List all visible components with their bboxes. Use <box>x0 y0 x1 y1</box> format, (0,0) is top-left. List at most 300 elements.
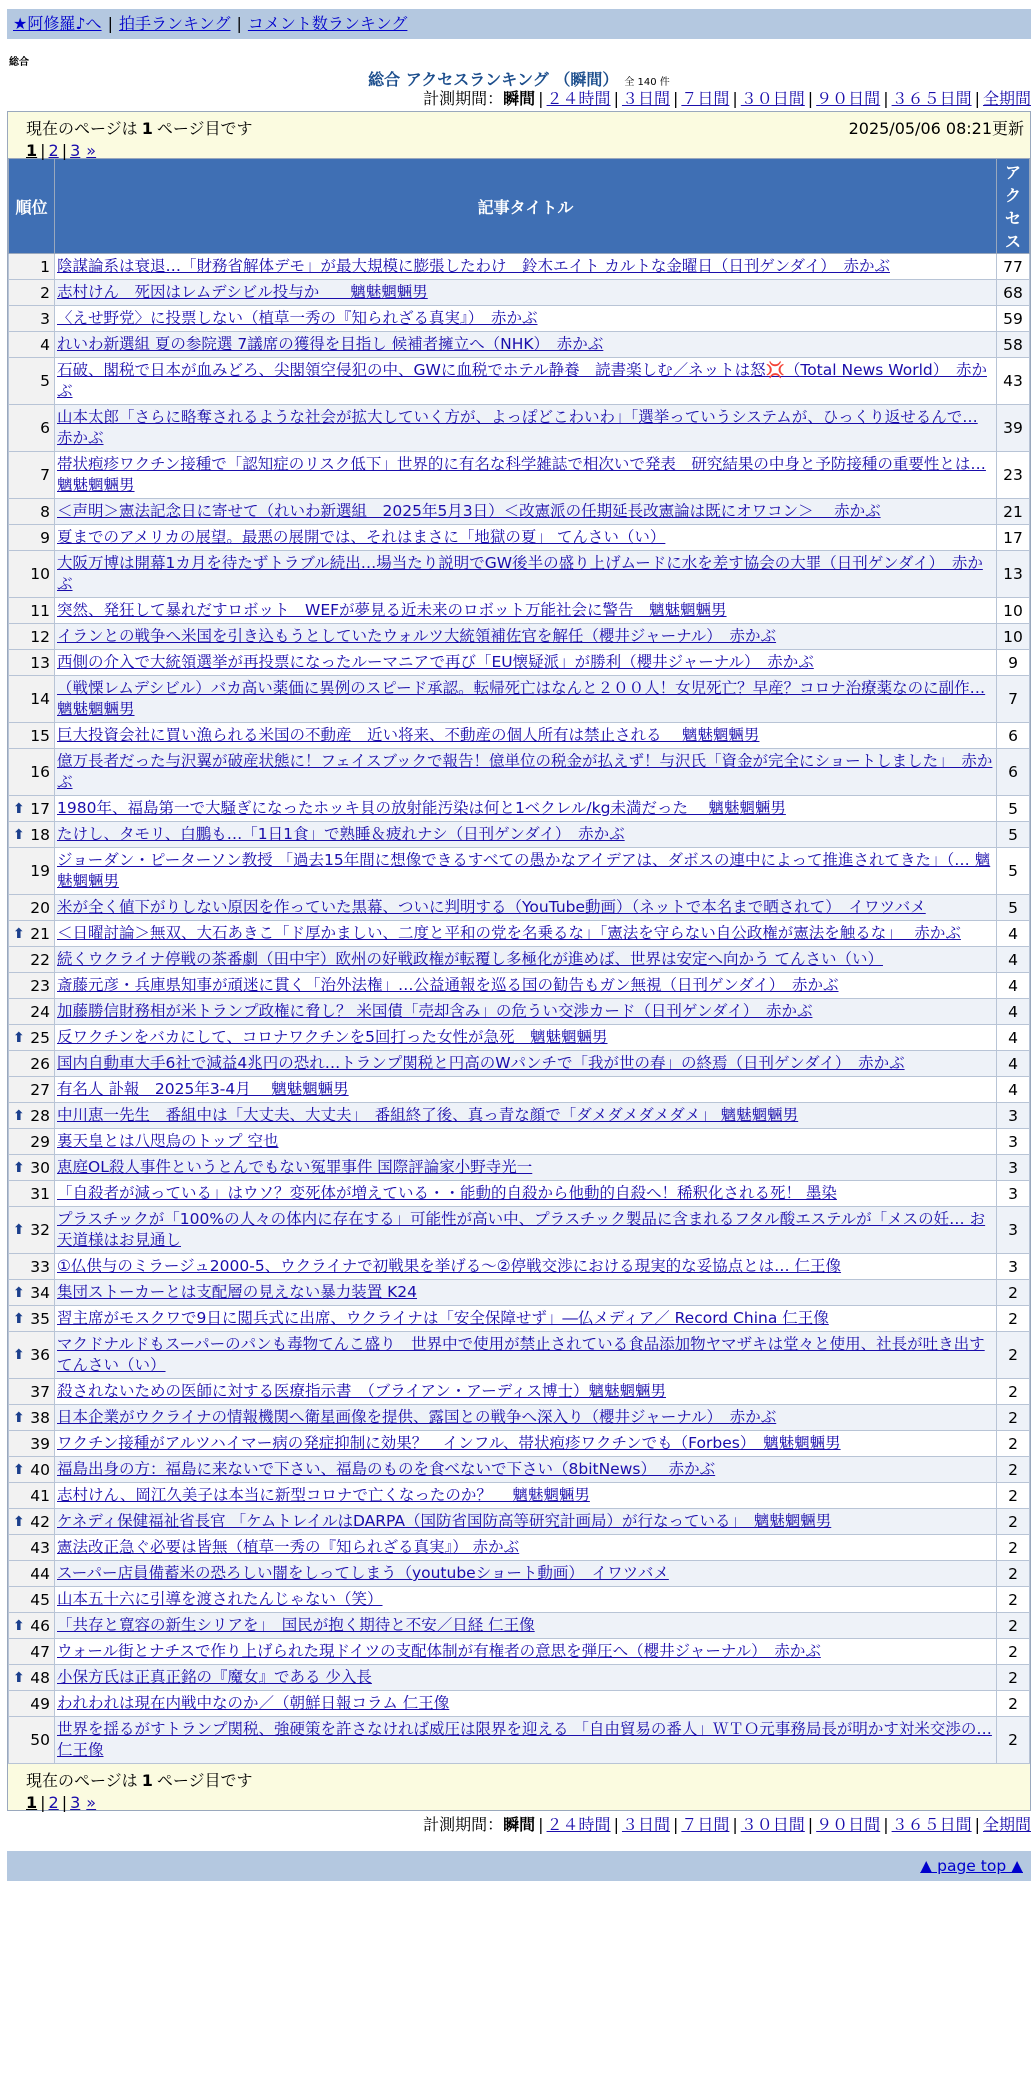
article-link[interactable]: 集団ストーカーとは支配層の見えない暴力装置 K24 <box>57 1283 418 1301</box>
access-count: 10 <box>997 598 1030 624</box>
header-access: アクセス <box>997 159 1030 254</box>
rank-number: 3 <box>40 309 50 328</box>
rank-up-arrow-icon: ⬆ <box>13 1347 25 1363</box>
access-count: 58 <box>997 332 1030 358</box>
divider: | <box>732 89 738 108</box>
article-link[interactable]: 志村けん、岡江久美子は本当に新型コロナで亡くなったのか？ 魑魅魍魎男 <box>57 1486 590 1504</box>
title-cell <box>55 1254 997 1280</box>
title-cell <box>55 822 997 848</box>
rank-cell <box>9 1405 55 1431</box>
title-cell <box>55 1535 997 1561</box>
table-row <box>9 650 1030 676</box>
table-row <box>9 1103 1030 1129</box>
table-row <box>9 254 1030 280</box>
rank-cell <box>9 1332 55 1379</box>
rank-number: 11 <box>30 601 50 620</box>
header-title: 記事タイトル <box>55 159 997 254</box>
rank-cell <box>9 405 55 452</box>
article-link[interactable]: 大阪万博は開幕1カ月を待たずトラブル続出…場当たり説明でGW後半の盛り上げムードに水を差す協会の大罪（日刊ゲンダイ） 赤かぶ <box>57 554 983 593</box>
rank-number: 33 <box>30 1257 50 1276</box>
title-cell <box>55 999 997 1025</box>
period-selector-bottom <box>7 1813 1031 1837</box>
divider: | <box>807 1815 814 1834</box>
divider: | <box>61 1793 68 1812</box>
access-count: 5 <box>997 895 1030 921</box>
table-row <box>9 749 1030 796</box>
period-link[interactable]: ７日間 <box>681 1815 730 1834</box>
article-link[interactable]: ケネディ保健福祉省長官 「ケムトレイルはDARPA（国防省国防高等研究計画局）が行なっている」 魑魅魍魎男 <box>57 1512 832 1530</box>
table-row <box>9 1405 1030 1431</box>
period-link[interactable]: 全期間 <box>982 1815 1031 1834</box>
rank-cell <box>9 895 55 921</box>
period-link[interactable]: ９０日間 <box>816 1815 881 1834</box>
title-cell <box>55 676 997 723</box>
header-rank: 順位 <box>9 159 55 254</box>
rank-number: 4 <box>40 335 50 354</box>
article-link[interactable]: ＜声明＞憲法記念日に寄せて（れいわ新選組 2025年5月3日）＜改憲派の任期延長改憲論は既にオワコン＞ 赤かぶ <box>57 502 881 520</box>
rank-cell <box>9 280 55 306</box>
table-row <box>9 1535 1030 1561</box>
rank-number: 30 <box>30 1158 50 1177</box>
title-cell <box>55 254 997 280</box>
article-link[interactable]: 山本太郎「さらに略奪されるような社会が拡大していく方が、よっぽどこわいわ」「選挙っていうシステムが、ひっくり返せるんで… 赤かぶ <box>57 408 978 447</box>
rank-number: 23 <box>30 976 50 995</box>
rank-cell <box>9 332 55 358</box>
page-link-1: 1 <box>26 141 38 160</box>
next-page-link[interactable]: » <box>86 141 97 160</box>
article-link[interactable]: 中川恵一先生 番組中は「大丈夫、大丈夫」 番組終了後、真っ青な顔で「ダメダメダメダメ」 魑魅魍魎男 <box>57 1106 799 1124</box>
page-link-2[interactable]: 2 <box>48 1793 59 1812</box>
title-cell <box>55 1129 997 1155</box>
rank-up-arrow-icon: ⬆ <box>13 1029 25 1046</box>
rank-cell <box>9 1639 55 1665</box>
article-link[interactable]: 石破、閣税で日本が血みどろ、尖閣領空侵犯の中、GWに血税でホテル静養 読書楽しむ／ネットは怒💢（Total News World） 赤かぶ <box>57 361 987 400</box>
rank-number: 48 <box>30 1668 50 1687</box>
article-link[interactable]: 殺されないための医師に対する医療指示書 （ブライアン・アーディス博士）魑魅魍魎男 <box>57 1382 666 1400</box>
table-row <box>9 1280 1030 1306</box>
rank-cell <box>9 1509 55 1535</box>
article-link[interactable]: われわれは現在内戦中なのか／（朝鮮日報コラム 仁王像 <box>57 1694 450 1712</box>
article-link[interactable]: 志村けん 死因はレムデシビル投与か 魑魅魍魎男 <box>57 283 428 301</box>
table-row <box>9 796 1030 822</box>
divider: | <box>974 89 980 108</box>
rank-cell <box>9 1717 55 1764</box>
rank-up-arrow-icon: ⬆ <box>13 1310 25 1327</box>
period-link[interactable]: ２４時間 <box>546 89 611 108</box>
rank-number: 25 <box>30 1028 50 1047</box>
rank-number: 19 <box>30 862 50 880</box>
rank-number: 16 <box>30 763 50 781</box>
article-link[interactable]: 福島出身の方：福島に来ないで下さい、福島のものを食べないで下さい（8bitNews） 赤かぶ <box>57 1460 716 1478</box>
article-link[interactable]: 米が全く値下がりしない原因を作っていた黒幕、ついに判明する（YouTube動画）（ネットで本名まで晒されて） イワツバメ <box>57 898 926 916</box>
article-link[interactable]: 有名人 訃報 2025年3-4月 魑魅魍魎男 <box>57 1080 349 1098</box>
access-count: 2 <box>997 1691 1030 1717</box>
rank-number: 37 <box>30 1382 50 1401</box>
table-row <box>9 525 1030 551</box>
title-cell <box>55 723 997 749</box>
divider: | <box>40 1793 46 1812</box>
table-row <box>9 551 1030 598</box>
access-count: 9 <box>997 650 1030 676</box>
table-row <box>9 1051 1030 1077</box>
table-row <box>9 1717 1030 1764</box>
article-link[interactable]: 小保方氏は正真正銘の『魔女』である 少入長 <box>57 1668 372 1686</box>
rank-number: 49 <box>30 1694 50 1713</box>
article-link[interactable]: （戦慄レムデシビル）バカ高い薬価に異例のスピード承認。転帰死亡はなんと２００人！女児死亡？早産？コロナ治療薬なのに副作… 魑魅魍魎男 <box>57 679 986 718</box>
nav-link-comment-ranking[interactable]: コメント数ランキング <box>247 14 408 33</box>
period-link[interactable]: ３０日間 <box>740 1815 805 1834</box>
page-link-2[interactable]: 2 <box>48 141 59 160</box>
article-link[interactable]: イランとの戦争へ米国を引き込もうとしていたウォルツ大統領補佐官を解任（櫻井ジャーナル） 赤かぶ <box>57 627 777 645</box>
rank-number: 40 <box>30 1460 50 1479</box>
rank-cell <box>9 1025 55 1051</box>
table-row <box>9 1025 1030 1051</box>
article-link[interactable]: ウォール街とナチスで作り上げられた現ドイツの支配体制が有権者の意思を弾圧へ（櫻井ジャーナル） 赤かぶ <box>57 1642 821 1660</box>
period-link[interactable]: ３０日間 <box>740 89 805 108</box>
rank-number: 41 <box>30 1486 50 1505</box>
period-link[interactable]: ７日間 <box>681 89 730 108</box>
rank-number: 8 <box>40 502 50 521</box>
article-link[interactable]: 習主席がモスクワで9日に閲兵式に出席、ウクライナは「安全保障せず」―仏メディア／ Record China 仁王像 <box>57 1309 829 1327</box>
page <box>7 9 1031 1881</box>
title-cell <box>55 280 997 306</box>
article-link[interactable]: 加藤勝信財務相が米トランプ政権に脅し？ 米国債「売却含み」の危うい交渉カード（日刊ゲンダイ） 赤かぶ <box>57 1002 813 1020</box>
rank-cell <box>9 1691 55 1717</box>
category-label: 総合 <box>9 57 29 68</box>
table-row <box>9 306 1030 332</box>
rank-cell <box>9 650 55 676</box>
article-link[interactable]: 「共存と寛容の新生シリアを」 国民が抱く期待と不安／日経 仁王像 <box>57 1616 535 1634</box>
title-cell <box>55 650 997 676</box>
title-cell <box>55 1639 997 1665</box>
access-count: 5 <box>997 848 1030 895</box>
rank-number: 14 <box>30 690 50 708</box>
access-count: 2 <box>997 1405 1030 1431</box>
access-count: 21 <box>997 499 1030 525</box>
access-count: 39 <box>997 405 1030 452</box>
table-row <box>9 1483 1030 1509</box>
table-row <box>9 1665 1030 1691</box>
article-link[interactable]: ワクチン接種がアルツハイマー病の発症抑制に効果？ インフル、帯状疱疹ワクチンでも（Forbes） 魑魅魍魎男 <box>57 1434 841 1452</box>
title-cell <box>55 1155 997 1181</box>
access-count: 2 <box>997 1717 1030 1764</box>
rank-number: 29 <box>30 1132 50 1151</box>
table-row <box>9 1431 1030 1457</box>
rank-cell <box>9 1254 55 1280</box>
rank-number: 17 <box>30 799 50 818</box>
table-row <box>9 358 1030 405</box>
article-link[interactable]: ①仏供与のミラージュ2000-5、ウクライナで初戦果を挙げる～②停戦交渉における現実的な妥協点とは… 仁王像 <box>57 1257 842 1275</box>
period-label: 計測期間： <box>423 1815 504 1834</box>
rank-up-arrow-icon: ⬆ <box>13 1159 25 1176</box>
article-link[interactable]: たけし、タモリ、白鵬も…「1日1食」で熟睡＆疲れナシ（日刊ゲンダイ） 赤かぶ <box>57 825 625 843</box>
pager-bottom <box>8 1764 1030 1810</box>
article-link[interactable]: 反ワクチンをバカにして、コロナワクチンを5回打った女性が急死 魑魅魍魎男 <box>57 1028 608 1046</box>
rank-cell <box>9 947 55 973</box>
table-row <box>9 676 1030 723</box>
period-current: 瞬間 <box>503 89 536 108</box>
total-count: 全 140 件 <box>624 77 670 88</box>
rank-number: 26 <box>30 1054 50 1073</box>
rank-number: 42 <box>30 1512 50 1531</box>
rank-cell <box>9 1457 55 1483</box>
updated-timestamp: 2025/05/06 08:21更新 <box>848 119 1024 138</box>
page-link-3[interactable]: 3 <box>70 141 81 160</box>
rank-cell <box>9 723 55 749</box>
title-cell <box>55 1457 997 1483</box>
title-cell <box>55 358 997 405</box>
rank-cell <box>9 1155 55 1181</box>
access-count: 2 <box>997 1483 1030 1509</box>
access-count: 23 <box>997 452 1030 499</box>
title-cell <box>55 1405 997 1431</box>
period-link[interactable]: ３日間 <box>621 89 670 108</box>
title-cell <box>55 796 997 822</box>
article-link[interactable]: 帯状疱疹ワクチン接種で「認知症のリスク低下」世界的に有名な科学雑誌で相次いで発表 研究結果の中身と予防接種の重要性とは… 魑魅魍魎男 <box>57 455 986 494</box>
rank-number: 32 <box>30 1221 50 1239</box>
article-link[interactable]: 巨大投資会社に買い漁られる米国の不動産 近い将来、不動産の個人所有は禁止される 魑魅魍魎男 <box>57 726 760 744</box>
top-nav: ★阿修羅♪へ | 拍手ランキング | コメント数ランキング <box>7 9 1031 39</box>
article-link[interactable]: ＜日曜討論＞無双、大石あきこ「ド厚かましい、二度と平和の党を名乗るな」「憲法を守らない自公政権が憲法を触るな」 赤かぶ <box>57 924 961 942</box>
table-row <box>9 1379 1030 1405</box>
rank-number: 34 <box>30 1283 50 1302</box>
rank-cell <box>9 796 55 822</box>
access-count: 3 <box>997 1254 1030 1280</box>
article-link[interactable]: ジョーダン・ピーターソン教授 「過去15年間に想像できるすべての愚かなアイデアは、ダボスの連中によって推進されてきた」（… 魑魅魍魎男 <box>57 851 991 890</box>
rank-cell <box>9 1280 55 1306</box>
pagination <box>26 1793 1022 1812</box>
article-link[interactable]: 憲法改正急ぐ必要は皆無（植草一秀の『知られざる真実』） 赤かぶ <box>57 1538 520 1556</box>
divider: | <box>883 1815 889 1834</box>
article-link[interactable]: スーパー店員備蓄米の恐ろしい闇をしってしまう（youtubeショート動画） イワツバメ <box>57 1564 669 1582</box>
access-count: 3 <box>997 1103 1030 1129</box>
title-cell <box>55 1181 997 1207</box>
title-cell <box>55 749 997 796</box>
title-cell <box>55 1561 997 1587</box>
article-link[interactable]: 続くウクライナ停戦の茶番劇（田中宇）欧州の好戦政権が転覆し多極化が進めば、世界は安定へ向かう てんさい（い） <box>57 950 883 968</box>
article-link[interactable]: マクドナルドもスーパーのパンも毒物てんこ盛り 世界中で使用が禁止されている食品添加物ヤマザキは堂々と使用、社長が吐き出す てんさい（い） <box>57 1335 985 1374</box>
article-link[interactable]: 国内自動車大手6社で減益4兆円の恐れ…トランプ関税と円高のWパンチで「我が世の春」の終焉（日刊ゲンダイ） 赤かぶ <box>57 1054 905 1072</box>
table-row <box>9 405 1030 452</box>
title-cell <box>55 598 997 624</box>
table-row <box>9 1509 1030 1535</box>
access-count: 3 <box>997 1207 1030 1254</box>
rank-cell <box>9 921 55 947</box>
access-count: 3 <box>997 1155 1030 1181</box>
rank-up-arrow-icon: ⬆ <box>13 1284 25 1301</box>
next-page-link[interactable]: » <box>86 1793 97 1812</box>
access-count: 17 <box>997 525 1030 551</box>
rank-cell <box>9 973 55 999</box>
table-row <box>9 624 1030 650</box>
pager-current-number: 1 <box>141 119 153 138</box>
article-link[interactable]: 日本企業がウクライナの情報機関へ衛星画像を提供、露国との戦争へ深入り（櫻井ジャーナル） 赤かぶ <box>57 1408 777 1426</box>
title-cell <box>55 1509 997 1535</box>
divider: | <box>40 141 46 160</box>
table-row <box>9 280 1030 306</box>
rank-up-arrow-icon: ⬆ <box>13 1461 25 1478</box>
article-link[interactable]: 「自殺者が減っている」はウソ？変死体が増えている・・能動的自殺から他動的自殺へ！稀釈化される死！ 墨染 <box>57 1184 837 1202</box>
article-link[interactable]: れいわ新選組 夏の参院選 7議席の獲得を目指し 候補者擁立へ（NHK） 赤かぶ <box>57 335 604 353</box>
page-top-link[interactable]: ▲ page top ▲ <box>920 1857 1023 1875</box>
divider: | <box>538 89 544 108</box>
title-cell <box>55 332 997 358</box>
access-count: 4 <box>997 999 1030 1025</box>
rank-up-arrow-icon: ⬆ <box>13 925 25 942</box>
table-row <box>9 598 1030 624</box>
period-link[interactable]: 全期間 <box>982 89 1031 108</box>
table-row <box>9 822 1030 848</box>
article-link[interactable]: 億万長者だった与沢翼が破産状態に！フェイスブックで報告！億単位の税金が払えず！与沢氏「資金が完全にショートしました」 赤かぶ <box>57 752 993 791</box>
pager-text: 現在のページは <box>26 119 138 138</box>
title-cell <box>55 1077 997 1103</box>
table-row <box>9 999 1030 1025</box>
article-link[interactable]: 恵庭OL殺人事件というとんでもない冤罪事件 国際評論家小野寺光一 <box>57 1158 533 1176</box>
access-count: 7 <box>997 676 1030 723</box>
table-row <box>9 1207 1030 1254</box>
rank-number: 28 <box>30 1106 50 1125</box>
access-count: 2 <box>997 1457 1030 1483</box>
rank-cell <box>9 822 55 848</box>
table-row <box>9 332 1030 358</box>
nav-link-home[interactable]: ★阿修羅♪へ <box>13 14 102 33</box>
access-count: 13 <box>997 551 1030 598</box>
title-cell <box>55 1717 997 1764</box>
title-cell <box>55 525 997 551</box>
title-cell <box>55 1587 997 1613</box>
rank-number: 13 <box>30 653 50 672</box>
divider: | <box>61 141 68 160</box>
article-link[interactable]: 斎藤元彦・兵庫県知事が頑迷に貫く「治外法権」…公益通報を巡る国の勧告もガン無視（日刊ゲンダイ） 赤かぶ <box>57 976 839 994</box>
rank-number: 9 <box>40 528 50 547</box>
article-link[interactable]: 山本五十六に引導を渡されたんじゃない（笑） <box>57 1590 383 1608</box>
divider: | <box>613 1815 619 1834</box>
rank-cell <box>9 306 55 332</box>
period-link[interactable]: ３日間 <box>621 1815 670 1834</box>
article-link[interactable]: 〈えせ野党〉に投票しない（植草一秀の『知られざる真実』） 赤かぶ <box>57 309 538 327</box>
access-count: 59 <box>997 306 1030 332</box>
title-cell <box>55 1665 997 1691</box>
access-count: 2 <box>997 1431 1030 1457</box>
rank-number: 18 <box>30 825 50 844</box>
rank-cell <box>9 749 55 796</box>
access-count: 2 <box>997 1306 1030 1332</box>
period-selector-top <box>7 87 1031 111</box>
rank-cell <box>9 676 55 723</box>
article-link[interactable]: 裏天皇とは八咫烏のトップ 空也 <box>57 1132 279 1150</box>
article-link[interactable]: 陰謀論系は衰退…「財務省解体デモ」が最大規模に膨張したわけ 鈴木エイト カルトな金曜日（日刊ゲンダイ） 赤かぶ <box>57 257 890 275</box>
access-count: 3 <box>997 1181 1030 1207</box>
article-link[interactable]: 夏までのアメリカの展望。最悪の展開では、それはまさに「地獄の夏」 てんさい（い） <box>57 528 666 546</box>
rank-up-arrow-icon: ⬆ <box>13 1669 25 1686</box>
access-count: 77 <box>997 254 1030 280</box>
page-title: 総合 アクセスランキング （瞬間） <box>368 70 619 89</box>
title-cell <box>55 1103 997 1129</box>
access-count: 2 <box>997 1665 1030 1691</box>
article-link[interactable]: 1980年、福島第一で大騒ぎになったホッキ貝の放射能汚染は何と1ベクレル/kg未満だった 魑魅魍魎男 <box>57 799 786 817</box>
period-link[interactable]: ３６５日間 <box>891 89 972 108</box>
pager-top <box>8 112 1030 158</box>
article-link[interactable]: プラスチックが「100%の人々の体内に存在する」可能性が高い中、プラスチック製品に含まれるフタル酸エステルが「メスの妊… お天道様はお見通し <box>57 1210 986 1249</box>
access-count: 2 <box>997 1587 1030 1613</box>
access-count: 5 <box>997 796 1030 822</box>
table-row <box>9 1457 1030 1483</box>
rank-cell <box>9 1535 55 1561</box>
article-link[interactable]: 西側の介入で大統領選挙が再投票になったルーマニアで再び「EU懐疑派」が勝利（櫻井ジャーナル） 赤かぶ <box>57 653 814 671</box>
title-cell <box>55 1379 997 1405</box>
divider: | <box>732 1815 738 1834</box>
page-link-3[interactable]: 3 <box>70 1793 81 1812</box>
title-cell <box>55 452 997 499</box>
access-count: 2 <box>997 1280 1030 1306</box>
rank-number: 39 <box>30 1434 50 1453</box>
article-link[interactable]: 突然、発狂して暴れだすロボット WEFが夢見る近未来のロボット万能社会に警告 魑魅魍魎男 <box>57 601 727 619</box>
access-count: 10 <box>997 624 1030 650</box>
title-cell <box>55 1483 997 1509</box>
table-row <box>9 1129 1030 1155</box>
rank-cell <box>9 254 55 280</box>
divider: | <box>672 1815 679 1834</box>
title-cell <box>55 1332 997 1379</box>
divider: | <box>883 89 889 108</box>
divider: | <box>672 89 679 108</box>
title-cell <box>55 1207 997 1254</box>
table-row <box>9 1587 1030 1613</box>
ranking-title-row <box>7 67 1031 87</box>
rank-cell <box>9 1129 55 1155</box>
period-link[interactable]: ２４時間 <box>546 1815 611 1834</box>
rank-number: 5 <box>40 372 50 390</box>
rank-number: 47 <box>30 1642 50 1661</box>
table-row <box>9 895 1030 921</box>
access-count: 6 <box>997 749 1030 796</box>
access-count: 2 <box>997 1509 1030 1535</box>
table-row <box>9 947 1030 973</box>
pagination <box>26 141 1022 160</box>
table-row <box>9 1254 1030 1280</box>
rank-number: 43 <box>30 1538 50 1557</box>
table-row <box>9 452 1030 499</box>
title-cell <box>55 947 997 973</box>
rank-cell <box>9 1306 55 1332</box>
pager-text: 現在のページは <box>26 1771 138 1790</box>
access-count: 2 <box>997 1332 1030 1379</box>
rank-cell <box>9 1181 55 1207</box>
rank-cell <box>9 525 55 551</box>
table-row <box>9 1332 1030 1379</box>
period-link[interactable]: ９０日間 <box>816 89 881 108</box>
footer-bar <box>7 1851 1031 1881</box>
rank-number: 27 <box>30 1080 50 1099</box>
rank-cell <box>9 848 55 895</box>
table-row <box>9 973 1030 999</box>
article-link[interactable]: 世界を揺るがすトランプ関税、強硬策を許さなければ威圧は限界を迎える 「自由貿易の番人」ＷＴＯ元事務局長が明かす対米交渉の… 仁王像 <box>57 1720 992 1759</box>
nav-link-clap-ranking[interactable]: 拍手ランキング <box>118 14 231 33</box>
title-cell <box>55 499 997 525</box>
access-count: 2 <box>997 1639 1030 1665</box>
period-label: 計測期間： <box>423 89 504 108</box>
title-cell <box>55 624 997 650</box>
period-link[interactable]: ３６５日間 <box>891 1815 972 1834</box>
rank-number: 38 <box>30 1408 50 1427</box>
access-count: 4 <box>997 973 1030 999</box>
rank-number: 7 <box>40 466 50 484</box>
title-cell <box>55 405 997 452</box>
rank-cell <box>9 1103 55 1129</box>
table-row <box>9 921 1030 947</box>
rank-up-arrow-icon: ⬆ <box>13 1617 25 1634</box>
rank-number: 45 <box>30 1590 50 1609</box>
